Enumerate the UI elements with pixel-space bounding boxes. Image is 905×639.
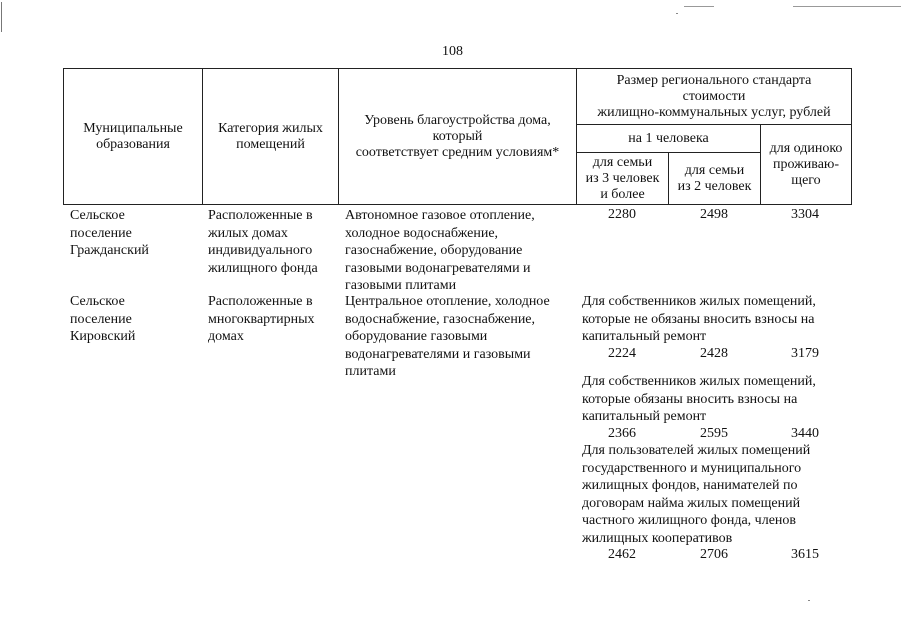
row2-amenities: Центральное отопление, холодное водоснабжение, газоснабжение, оборудование газовыми водонагревателями и газовыми плитами [345, 294, 550, 379]
row1-category: Расположенные в жилых домах индивидуального жилищного фонда [208, 208, 318, 276]
group3-description: Для пользователей жилых помещений государственного и муниципального жилищных фондов, нанимателей по договорам найма жилых помещений частного жилищного фонда, членов жилищных кооперативов [582, 443, 811, 546]
row1-value-family2: 2498 [700, 207, 728, 222]
header-standard-size: Размер регионального стандарта стоимости жилищно-коммунальных услуг, рублей [577, 69, 852, 125]
row1-amenities: Автономное газовое отопление, холодное водоснабжение, газоснабжение, оборудование газовыми водонагревателями и газовыми плитами [345, 208, 535, 293]
header-amenities: Уровень благоустройства дома, который соответствует средним условиям* [339, 69, 577, 205]
group1-value-family2: 2428 [700, 346, 728, 361]
table-header [63, 68, 852, 205]
header-per-person: на 1 человека [577, 125, 761, 153]
row1-value-single: 3304 [791, 207, 819, 222]
header-family-2: для семьи из 2 человек [669, 153, 761, 205]
group1-value-family3: 2224 [608, 346, 636, 361]
header-family-3: для семьи из 3 человек и более [577, 153, 669, 205]
header-municipalities: Муниципальные образования [64, 69, 203, 205]
group2-value-family2: 2595 [700, 426, 728, 441]
row2-municipality: Сельское поселение Кировский [70, 294, 136, 344]
scan-dot-mark [808, 600, 810, 601]
scan-line-mark [793, 6, 901, 7]
group1-value-single: 3179 [791, 346, 819, 361]
scan-dot-mark [676, 13, 678, 14]
group2-description: Для собственников жилых помещений, которые обязаны вносить взносы на капитальный ремонт [582, 374, 816, 424]
group1-description: Для собственников жилых помещений, которые не обязаны вносить взносы на капитальный ремонт [582, 294, 816, 344]
header-category: Категория жилых помещений [203, 69, 339, 205]
group2-value-family3: 2366 [608, 426, 636, 441]
group3-value-family2: 2706 [700, 547, 728, 562]
row2-category: Расположенные в многоквартирных домах [208, 294, 315, 344]
group3-value-single: 3615 [791, 547, 819, 562]
header-single-resident: для одиноко проживаю- щего [761, 125, 852, 205]
row1-municipality: Сельское поселение Гражданский [70, 208, 149, 258]
page-number: 108 [442, 44, 463, 59]
group3-value-family3: 2462 [608, 547, 636, 562]
row1-value-family3: 2280 [608, 207, 636, 222]
scan-edge-mark [1, 2, 2, 32]
scan-line-mark [684, 6, 714, 7]
group2-value-single: 3440 [791, 426, 819, 441]
